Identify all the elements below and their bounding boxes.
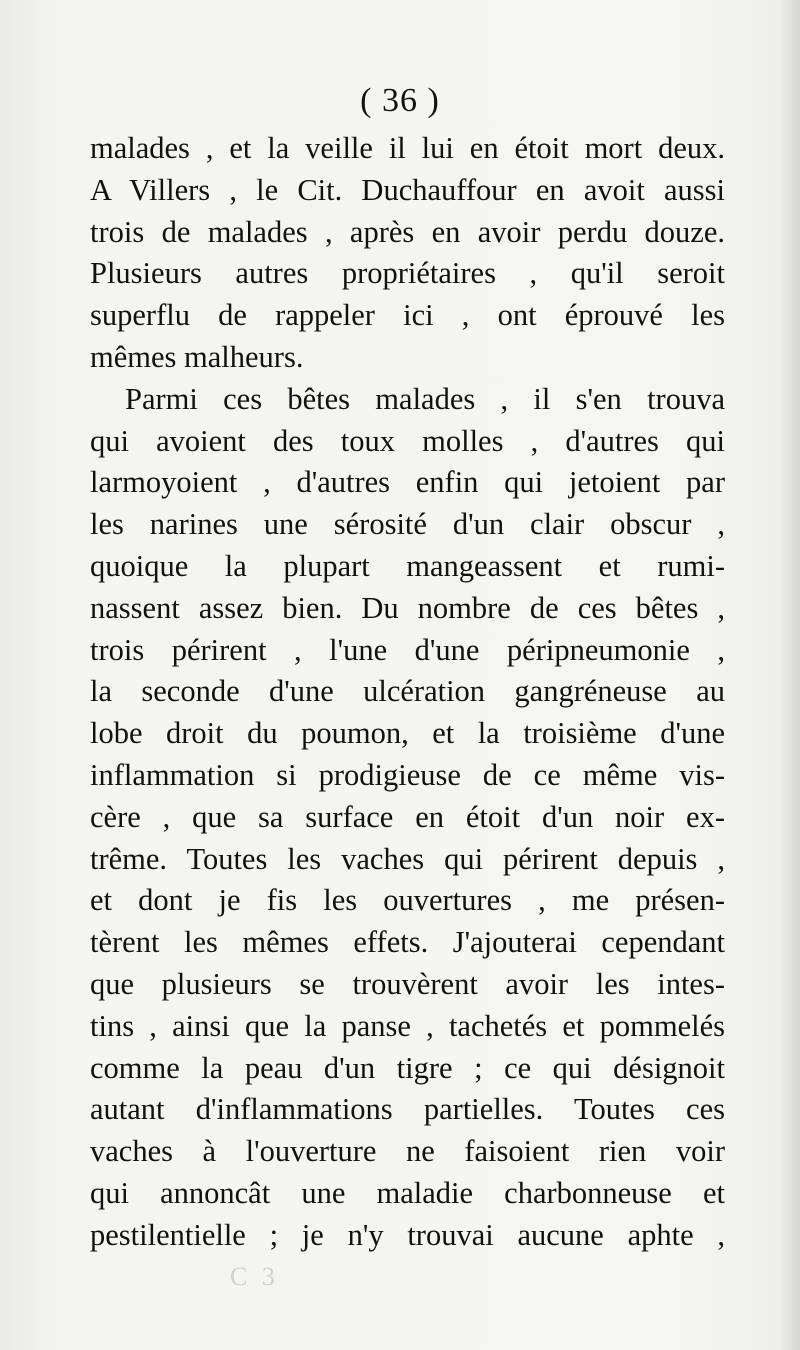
text-line: et dont je fis les ouvertures , me présen- bbox=[90, 883, 725, 918]
text-line: lobe droit du poumon, et la troisième d'une bbox=[90, 716, 725, 751]
text-line: comme la peau d'un tigre ; ce qui désignoit bbox=[90, 1050, 725, 1085]
signature-mark: C 3 bbox=[230, 1262, 279, 1291]
text-line: A Villers , le Cit. Duchauffour en avoit aussi bbox=[90, 172, 725, 207]
text-line: superflu de rappeler ici , ont éprouvé les bbox=[90, 298, 725, 333]
text-line: vaches à l'ouverture ne faisoient rien voir bbox=[90, 1134, 725, 1169]
text-line: qui avoient des toux molles , d'autres qui bbox=[90, 423, 725, 458]
text-line: nassent assez bien. Du nombre de ces bêtes , bbox=[90, 590, 725, 625]
text-line: quoique la plupart mangeassent et rumi- bbox=[90, 548, 725, 583]
text-line: tins , ainsi que la panse , tachetés et pommelés bbox=[90, 1008, 725, 1043]
text-line: trois périrent , l'une d'une péripneumonie , bbox=[90, 632, 725, 667]
text-line: inflammation si prodigieuse de ce même vis- bbox=[90, 757, 725, 792]
page-number: ( 36 ) bbox=[360, 82, 440, 119]
text-line: malades , et la veille il lui en étoit mort deux. bbox=[90, 131, 725, 165]
text-line: pestilentielle ; je n'y trouvai aucune aphte , bbox=[90, 1217, 725, 1252]
body-text bbox=[90, 128, 725, 1257]
text-line: larmoyoient , d'autres enfin qui jetoient par bbox=[90, 465, 725, 500]
text-line: mêmes malheurs. bbox=[90, 339, 304, 374]
text-line: les narines une sérosité d'un clair obscur , bbox=[90, 507, 725, 542]
text-line: Parmi ces bêtes malades , il s'en trouva bbox=[125, 381, 725, 416]
text-line: autant d'inflammations partielles. Toutes ces bbox=[90, 1092, 725, 1127]
text-line: tèrent les mêmes effets. J'ajouterai cependant bbox=[90, 925, 725, 960]
text-line: que plusieurs se trouvèrent avoir les intes- bbox=[90, 966, 725, 1001]
text-line: qui annoncât une maladie charbonneuse et bbox=[90, 1175, 725, 1210]
text-line: la seconde d'une ulcération gangréneuse au bbox=[90, 674, 725, 709]
text-line: cère , que sa surface en étoit d'un noir ex- bbox=[90, 799, 725, 834]
text-line: Plusieurs autres propriétaires , qu'il seroit bbox=[90, 256, 725, 291]
text-line: trême. Toutes les vaches qui périrent depuis , bbox=[90, 841, 725, 876]
page-edge-shadow bbox=[778, 0, 800, 1350]
text-line: trois de malades , après en avoir perdu douze. bbox=[90, 214, 725, 249]
